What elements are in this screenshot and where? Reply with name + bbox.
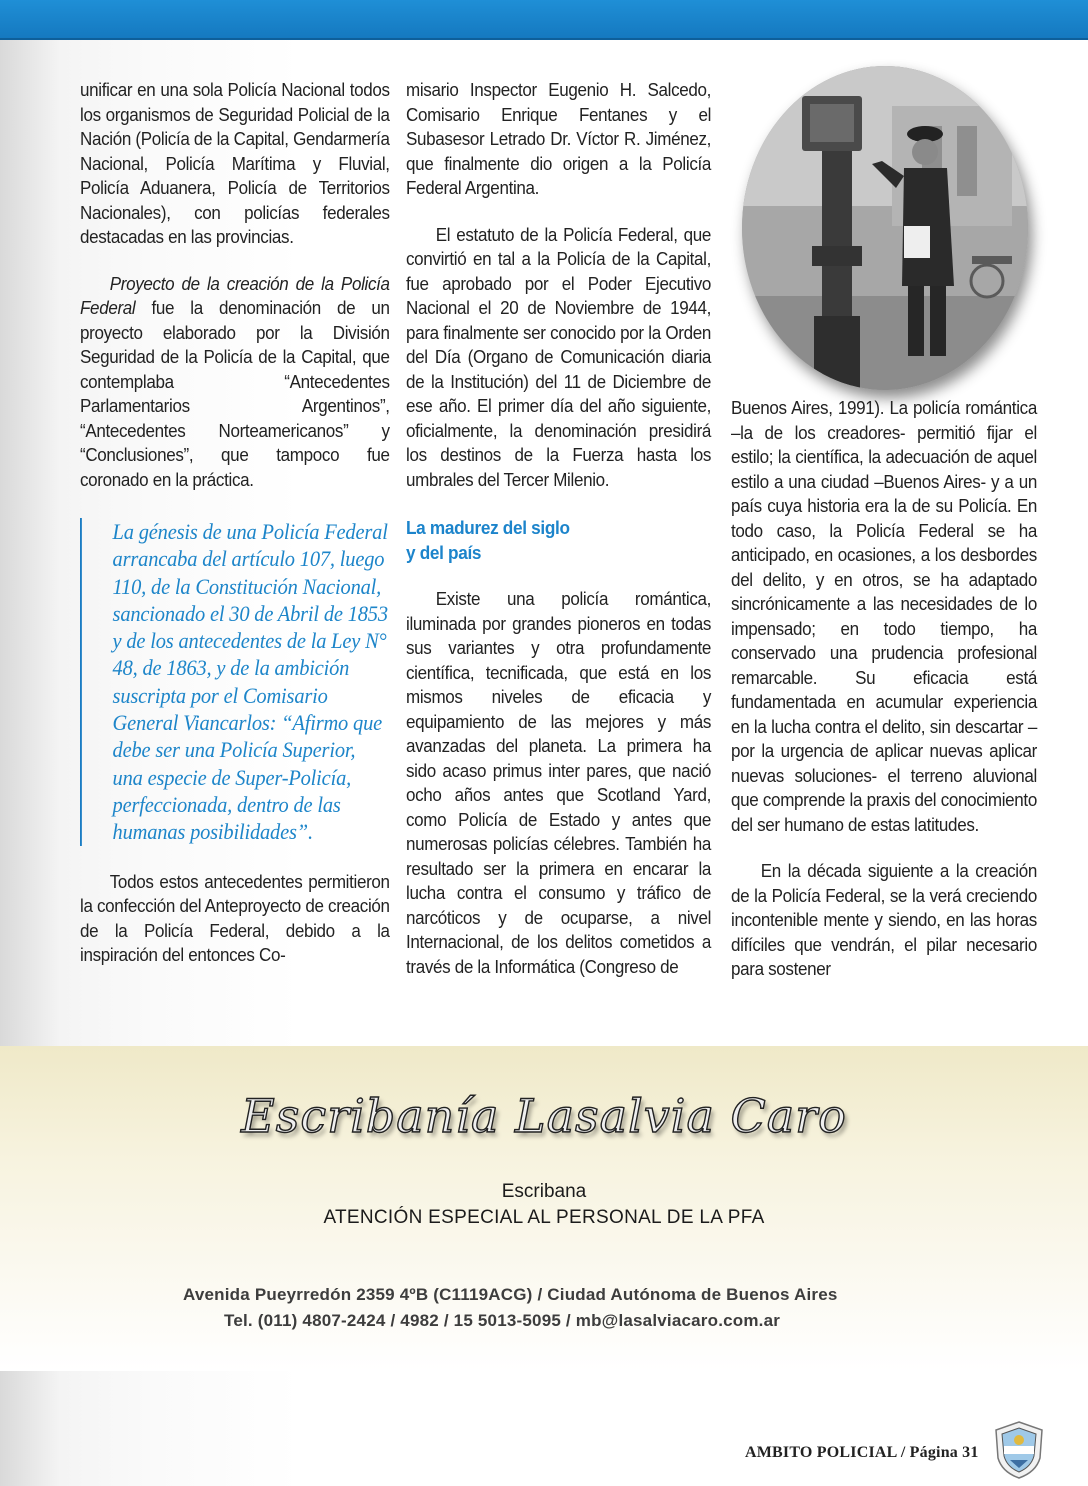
page-footer: AMBITO POLICIAL / Página 31 [745, 1444, 979, 1461]
policeman-directing-traffic-illustration [742, 66, 1028, 390]
historic-police-photo [742, 66, 1028, 390]
paragraph: unificar en una sola Policía Nacional todos los organismos de Seguridad Policial de la Nación (Policía de la Capital, Gendarmería Nacional, Policía Marítima y Fluvial, Policía Aduanera, Policía de Territorios Nacionales), con policías federales destacadas en las provincias. [80, 79, 390, 247]
header-bar [0, 0, 1088, 40]
article-column-1 [80, 78, 390, 968]
article-column-3 [731, 396, 1037, 982]
ad-address: Avenida Pueyrredón 2359 4ºB (C1119ACG) / Ciudad Autónoma de Buenos Aires [183, 1285, 838, 1304]
section-heading-line: La madurez del siglo [406, 517, 570, 538]
ad-contact: Tel. (011) 4807-2424 / 4982 / 15 5013-5095 / mb@lasalviacaro.com.ar [224, 1311, 781, 1330]
paragraph: Todos estos antecedentes permitieron la confección del Anteproyecto de creación de la Policía Federal, debido a la inspiración del entonces Co- [80, 870, 390, 966]
paragraph: misario Inspector Eugenio H. Salcedo, Comisario Enrique Fentanes y el Subasesor Letrado Dr. Víctor R. Jiménez, que finalmente dio origen a la Policía Federal Argentina. [406, 79, 712, 198]
ad-title: Escribanía Lasalvia Caro [241, 1089, 847, 1143]
police-crest-icon [992, 1420, 1046, 1480]
paragraph [80, 272, 390, 493]
paragraph: Buenos Aires, 1991). La policía romántica –la de los creadores- permitió fijar el estilo; la científica, la adecuación de aquel estilo a una ciudad –Buenos Aires- y a un país cuya historia era la de su Policía. En todo caso, la Policía Federal se ha anticipado, en ocasiones, a los desbordes del delito, y en otros, se ha adaptado sincrónicamente a las necesidades de lo impensado; en todo tiempo, ha conservado una prudencia profesional remarcable. Su eficacia está fundamentada en acumular experiencia en la lucha contra el delito, sin descartar –por la urgencia de aplicar nuevas aplicar nuevas soluciones- el terreno aluvional que comprende la praxis del conocimiento del ser humano de estas latitudes. [731, 397, 1037, 835]
ad-tagline: ATENCIÓN ESPECIAL AL PERSONAL DE LA PFA [323, 1207, 765, 1228]
article-column-2 [406, 78, 711, 979]
paragraph-text: fue la denominación de un proyecto elaborado por la División Seguridad de la Policía de la Capital, que contemplaba “Antecedentes Parlamentarios Argentinos”, “Antecedentes Norteamericanos” y “Conclusiones”, que tampoco fue coronado en la práctica. [80, 297, 390, 490]
project-title: Proyecto de la creación de la Policía Federal [80, 272, 390, 318]
ad-subtitle: Escribana [501, 1181, 587, 1202]
paragraph: En la década siguiente a la creación de la Policía Federal, se la verá creciendo incontenible mente y siendo, en las horas difíciles que vendrán, el pilar necesario para sostener [731, 860, 1037, 979]
paragraph: El estatuto de la Policía Federal, que convirtió en tal a la Policía de la Capital, fue aprobado por el Poder Ejecutivo Nacional el 20 de Noviembre de 1944, para finalmente ser conocido por la Orden del Día (Organo de Comunicación diaria de la Institución) del 11 de Diciembre de ese año. El primer día del año siguiente, oficialmente, la denominación presidirá los destinos de la Fuerza hasta los umbrales del Tercer Milenio. [406, 223, 712, 490]
section-heading [406, 516, 711, 565]
paragraph: Existe una policía romántica, iluminada por grandes pioneros en todas sus variantes y otra profundamente científica, tecnificada, que está en los mismos niveles de eficacia y equipamiento de las mejores y más avanzadas del planeta. La primera ha sido acaso primus inter pares, que nació ocho años antes que Scotland Yard, como Policía de Estado y antes que numerosas policías célebres. También ha resultado ser la primera en encarar la lucha contra el consumo y tráfico de narcóticos y de ocuparse, a nivel Internacional, de los delitos cometidos a través de la Informática (Congreso de [406, 588, 712, 977]
section-heading-line: y del país [406, 541, 482, 563]
pull-quote: La génesis de una Policía Federal arrancaba del artículo 107, luego 110, de la Constitución Nacional, sancionado el 30 de Abril de 1853 y de los antecedentes de la Ley N° 48, de 1863, y de la ambición suscripta por el Comisario General Viancarlos: “Afirmo que debe ser una Policía Superior, una especie de Super-Policía, perfeccionada, dentro de las humanas posibilidades”. [80, 518, 390, 846]
